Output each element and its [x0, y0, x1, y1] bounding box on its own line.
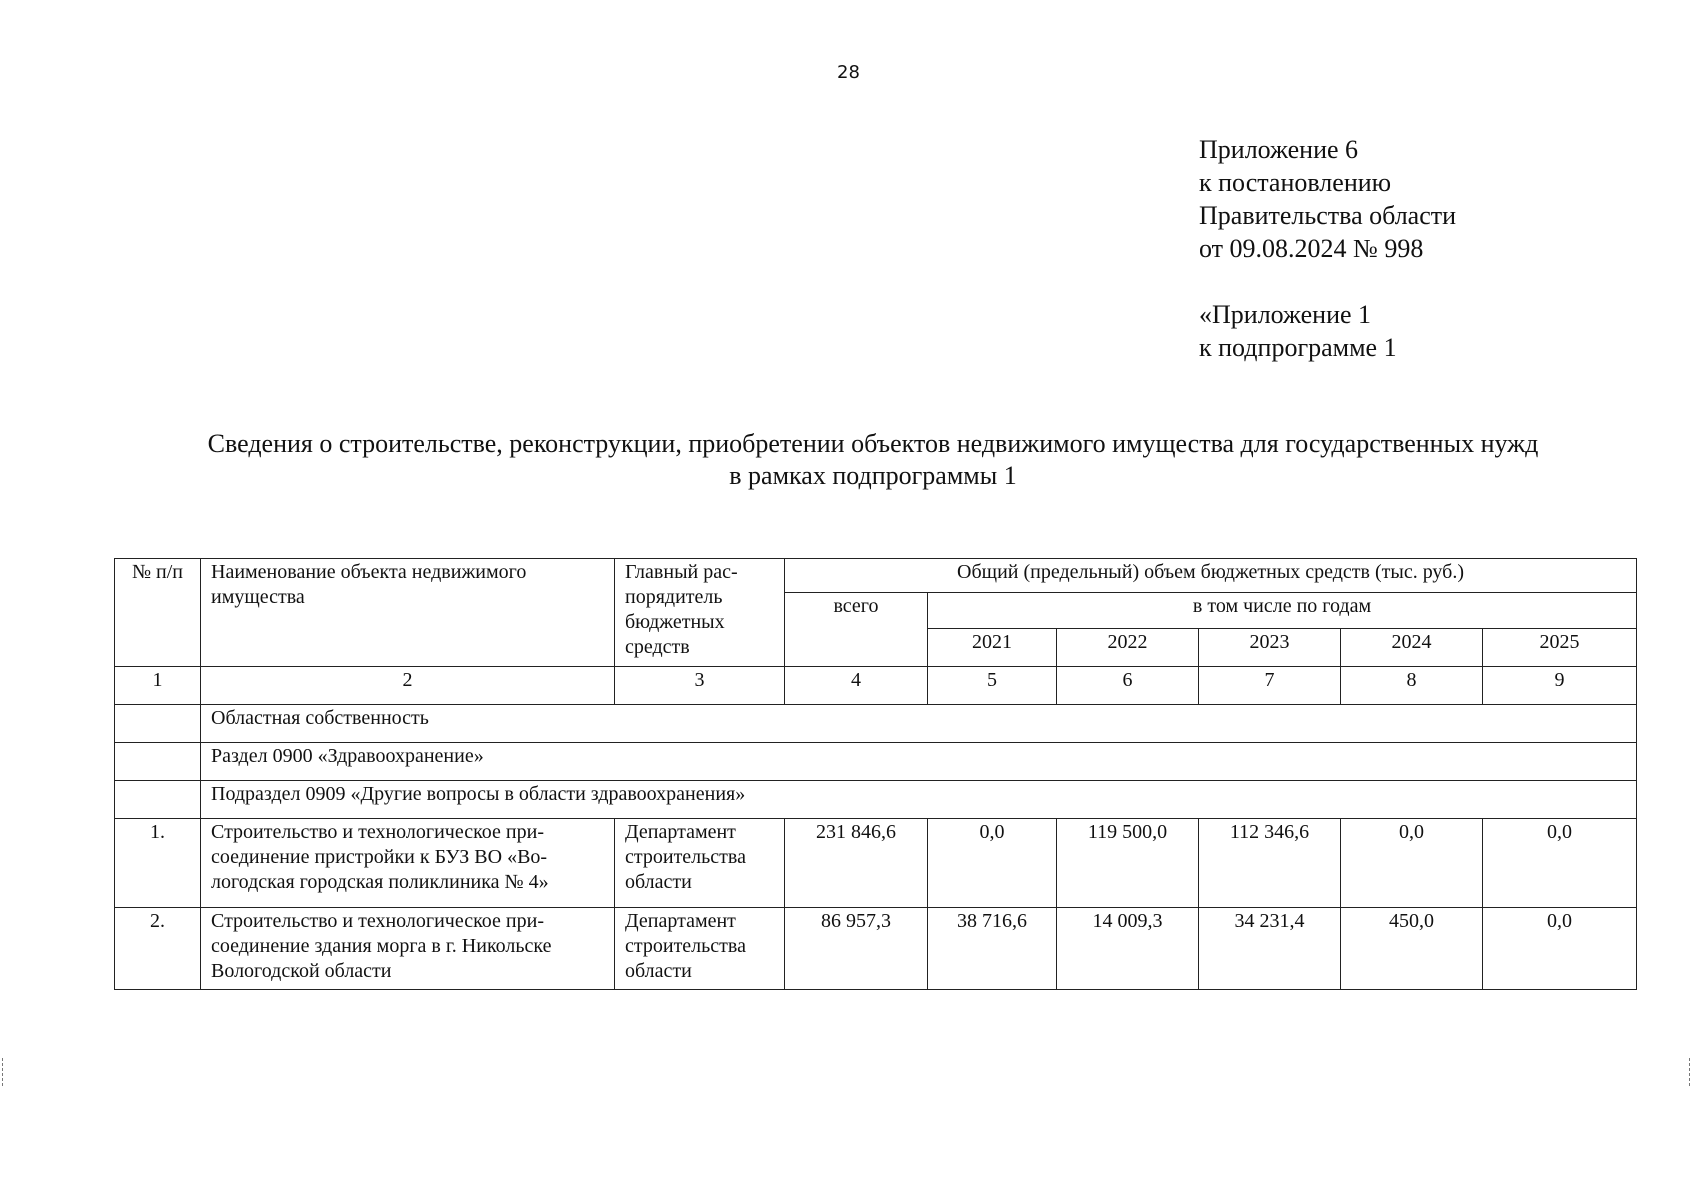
header-by-years: в том числе по годам — [928, 593, 1637, 629]
header-total: всего — [785, 593, 928, 667]
section-row — [115, 781, 1637, 819]
section-row — [115, 705, 1637, 743]
header-year: 2024 — [1341, 629, 1483, 667]
column-index: 2 — [201, 667, 615, 705]
appendix-line: Правительства области — [1199, 201, 1457, 230]
table-row — [115, 819, 1637, 908]
amount-2023: 112 346,6 — [1199, 819, 1341, 908]
column-index: 7 — [1199, 667, 1341, 705]
sub-appendix-line: к подпрограмме 1 — [1199, 333, 1397, 362]
budget-manager: Департамент строительства области — [615, 908, 785, 990]
property-table — [114, 558, 1637, 990]
row-num: 2. — [115, 908, 201, 990]
column-index: 4 — [785, 667, 928, 705]
column-index: 6 — [1057, 667, 1199, 705]
amount-2022: 14 009,3 — [1057, 908, 1199, 990]
sub-appendix-line: «Приложение 1 — [1199, 300, 1372, 329]
table-row — [115, 908, 1637, 990]
page-number: 28 — [837, 62, 860, 83]
column-index-row — [115, 667, 1637, 705]
column-index: 8 — [1341, 667, 1483, 705]
amount-2024: 450,0 — [1341, 908, 1483, 990]
appendix-line: от 09.08.2024 № 998 — [1199, 234, 1424, 263]
row-num: 1. — [115, 819, 201, 908]
scan-edge-mark-left — [2, 1058, 9, 1086]
amount-2022: 119 500,0 — [1057, 819, 1199, 908]
section-label: Раздел 0900 «Здравоохранение» — [201, 743, 1637, 781]
section-row — [115, 743, 1637, 781]
object-name: Строительство и технологическое при-соединение пристройки к БУЗ ВО «Во-логодская городская поликлиника № 4» — [201, 819, 615, 908]
header-volume: Общий (предельный) объем бюджетных средств (тыс. руб.) — [785, 559, 1637, 593]
total-amount: 231 846,6 — [785, 819, 928, 908]
budget-manager: Департамент строительства области — [615, 819, 785, 908]
header-num: № п/п — [115, 559, 201, 667]
appendix-line: к постановлению — [1199, 168, 1392, 197]
scan-edge-mark-right — [1689, 1058, 1696, 1086]
title-line-1: Сведения о строительстве, реконструкции, приобретении объектов недвижимого имущества для государственных нужд — [207, 429, 1539, 458]
header-year: 2022 — [1057, 629, 1199, 667]
total-amount: 86 957,3 — [785, 908, 928, 990]
section-label: Областная собственность — [201, 705, 1637, 743]
header-manager: Главный рас-порядитель бюджетных средств — [615, 559, 785, 667]
appendix-line: Приложение 6 — [1199, 135, 1359, 164]
column-index: 9 — [1483, 667, 1637, 705]
header-name: Наименование объекта недвижимого имущества — [201, 559, 615, 667]
amount-2025: 0,0 — [1483, 908, 1637, 990]
header-year: 2025 — [1483, 629, 1637, 667]
header-year: 2023 — [1199, 629, 1341, 667]
amount-2024: 0,0 — [1341, 819, 1483, 908]
column-index: 5 — [928, 667, 1057, 705]
amount-2023: 34 231,4 — [1199, 908, 1341, 990]
header-year: 2021 — [928, 629, 1057, 667]
document-title — [0, 428, 1697, 492]
section-label: Подраздел 0909 «Другие вопросы в области здравоохранения» — [201, 781, 1637, 819]
appendix-block — [1199, 133, 1456, 364]
object-name: Строительство и технологическое при-соединение здания морга в г. Никольске Вологодской области — [201, 908, 615, 990]
title-line-2: в рамках подпрограммы 1 — [729, 461, 1017, 490]
amount-2021: 0,0 — [928, 819, 1057, 908]
column-index: 3 — [615, 667, 785, 705]
column-index: 1 — [115, 667, 201, 705]
header-row — [115, 559, 1637, 593]
amount-2021: 38 716,6 — [928, 908, 1057, 990]
amount-2025: 0,0 — [1483, 819, 1637, 908]
